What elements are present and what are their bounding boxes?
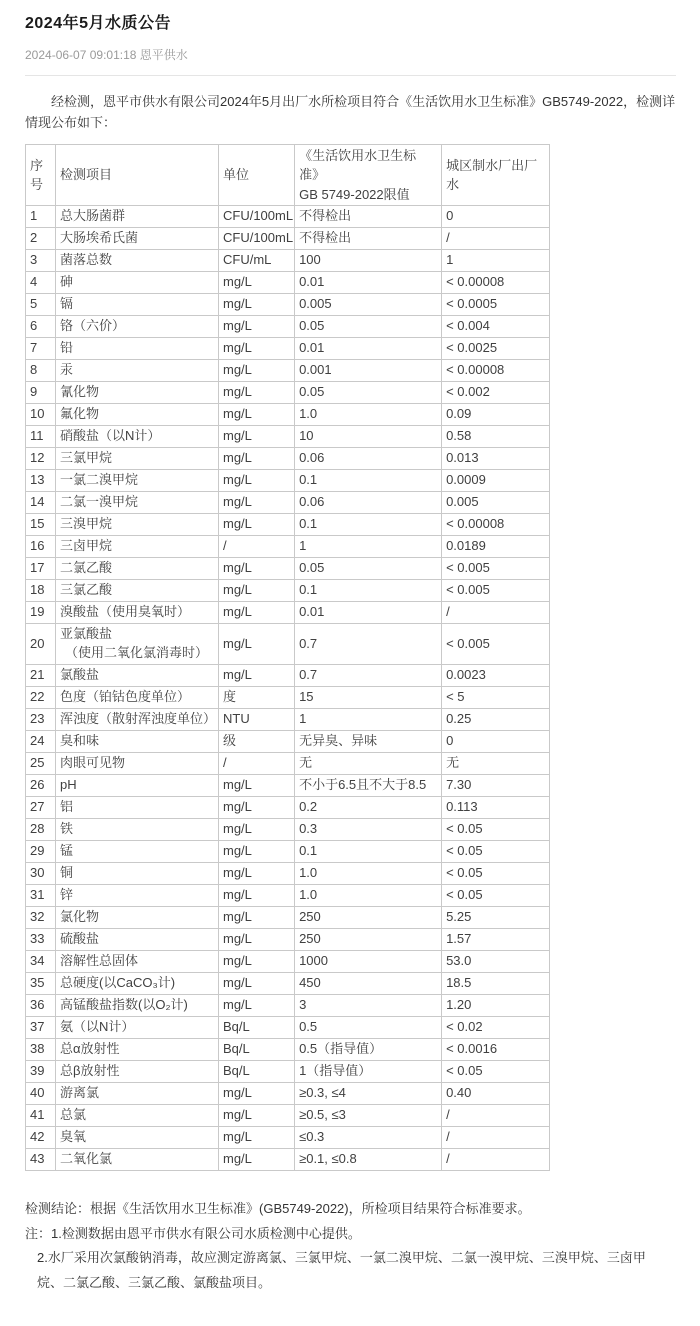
row-item: pH (56, 775, 219, 797)
table-row (26, 470, 550, 492)
row-no: 12 (26, 448, 56, 470)
row-no: 20 (26, 624, 56, 665)
header-divider (25, 75, 676, 76)
table-row (26, 492, 550, 514)
row-item: 高锰酸盐指数(以O₂计) (56, 995, 219, 1017)
table-row (26, 863, 550, 885)
row-value: 0.09 (442, 404, 550, 426)
row-no: 29 (26, 841, 56, 863)
row-limit: 250 (295, 929, 442, 951)
row-no: 3 (26, 250, 56, 272)
row-item: 浑浊度（散射浑浊度单位） (56, 709, 219, 731)
row-value: 0.40 (442, 1083, 550, 1105)
intro-paragraph: 经检测，恩平市供水有限公司2024年5月出厂水所检项目符合《生活饮用水卫生标准》GB5749-2022，检测详情现公布如下： (25, 94, 676, 131)
row-no: 31 (26, 885, 56, 907)
table-row (26, 995, 550, 1017)
table-row (26, 1039, 550, 1061)
row-no: 9 (26, 382, 56, 404)
publish-meta: 2024-06-07 09:01:18 恩平供水 (25, 48, 188, 62)
row-item: 肉眼可见物 (56, 753, 219, 775)
row-value: 无 (442, 753, 550, 775)
table-row (26, 885, 550, 907)
row-limit: 0.2 (295, 797, 442, 819)
row-unit: mg/L (219, 294, 295, 316)
row-value: 1 (442, 250, 550, 272)
row-item: 三溴甲烷 (56, 514, 219, 536)
row-value: < 0.00008 (442, 514, 550, 536)
row-limit: 0.05 (295, 382, 442, 404)
row-unit: mg/L (219, 514, 295, 536)
row-no: 37 (26, 1017, 56, 1039)
row-item: 二氯乙酸 (56, 558, 219, 580)
table-row (26, 624, 550, 665)
row-no: 32 (26, 907, 56, 929)
footer-notes (25, 1197, 676, 1296)
row-value: 1.57 (442, 929, 550, 951)
row-item: 色度（铂钴色度单位） (56, 687, 219, 709)
table-row (26, 1105, 550, 1127)
row-unit: mg/L (219, 558, 295, 580)
row-limit: 1000 (295, 951, 442, 973)
row-item: 铁 (56, 819, 219, 841)
row-limit: 0.7 (295, 624, 442, 665)
row-item: 铅 (56, 338, 219, 360)
row-value: < 0.05 (442, 1061, 550, 1083)
note1-text: 注：1.检测数据由恩平市供水有限公司水质检测中心提供。 (25, 1225, 361, 1241)
header-limit (295, 144, 442, 206)
row-item: 氟化物 (56, 404, 219, 426)
table-row (26, 338, 550, 360)
table-row (26, 1127, 550, 1149)
row-limit: 1（指导值） (295, 1061, 442, 1083)
table-row (26, 775, 550, 797)
row-limit: 0.1 (295, 580, 442, 602)
row-no: 10 (26, 404, 56, 426)
row-item: 氰化物 (56, 382, 219, 404)
row-limit: 0.1 (295, 841, 442, 863)
row-value: 0.113 (442, 797, 550, 819)
row-item: 二氧化氯 (56, 1149, 219, 1171)
row-item: 臭氧 (56, 1127, 219, 1149)
row-limit: 0.01 (295, 272, 442, 294)
row-limit: 0.01 (295, 602, 442, 624)
row-value: < 0.005 (442, 580, 550, 602)
row-value: 0.25 (442, 709, 550, 731)
row-item: 一氯二溴甲烷 (56, 470, 219, 492)
row-item: 溴酸盐（使用臭氧时） (56, 602, 219, 624)
row-no: 8 (26, 360, 56, 382)
row-value: / (442, 1149, 550, 1171)
row-no: 11 (26, 426, 56, 448)
row-item: 三氯甲烷 (56, 448, 219, 470)
header-item: 检测项目 (56, 144, 219, 206)
row-limit: 3 (295, 995, 442, 1017)
row-item: 锰 (56, 841, 219, 863)
row-limit: 10 (295, 426, 442, 448)
row-no: 41 (26, 1105, 56, 1127)
row-item: 亚氯酸盐 （使用二氧化氯消毒时） (56, 624, 219, 665)
row-item: 总硬度(以CaCO₃计) (56, 973, 219, 995)
row-unit: 级 (219, 731, 295, 753)
row-limit: 1 (295, 536, 442, 558)
row-item: 氯酸盐 (56, 665, 219, 687)
row-limit: 250 (295, 907, 442, 929)
row-no: 1 (26, 206, 56, 228)
row-value: 0 (442, 206, 550, 228)
row-unit: Bq/L (219, 1039, 295, 1061)
row-unit: mg/L (219, 1105, 295, 1127)
row-unit: mg/L (219, 929, 295, 951)
row-unit: mg/L (219, 775, 295, 797)
row-limit: ≤0.3 (295, 1127, 442, 1149)
row-limit: ≥0.5, ≤3 (295, 1105, 442, 1127)
row-limit: 0.06 (295, 448, 442, 470)
row-limit: 1.0 (295, 885, 442, 907)
row-no: 42 (26, 1127, 56, 1149)
row-limit: 0.5 (295, 1017, 442, 1039)
table-row (26, 1149, 550, 1171)
row-value: 0.0009 (442, 470, 550, 492)
row-limit: 0.5（指导值） (295, 1039, 442, 1061)
row-no: 4 (26, 272, 56, 294)
row-no: 17 (26, 558, 56, 580)
table-row (26, 841, 550, 863)
row-item: 总大肠菌群 (56, 206, 219, 228)
row-item-line2: （使用二氧化氯消毒时） (65, 645, 209, 661)
row-value: / (442, 1105, 550, 1127)
table-row (26, 536, 550, 558)
row-limit: 不得检出 (295, 206, 442, 228)
row-limit: 无 (295, 753, 442, 775)
row-value: < 0.005 (442, 624, 550, 665)
row-unit: mg/L (219, 885, 295, 907)
row-no: 24 (26, 731, 56, 753)
row-limit: 0.06 (295, 492, 442, 514)
row-item: 溶解性总固体 (56, 951, 219, 973)
table-row (26, 558, 550, 580)
row-value: 0 (442, 731, 550, 753)
table-row (26, 514, 550, 536)
row-no: 26 (26, 775, 56, 797)
row-unit: Bq/L (219, 1017, 295, 1039)
table-row (26, 294, 550, 316)
row-limit: 0.7 (295, 665, 442, 687)
water-quality-table (25, 144, 550, 1171)
row-item: 总氯 (56, 1105, 219, 1127)
row-no: 28 (26, 819, 56, 841)
row-value: 0.005 (442, 492, 550, 514)
row-unit: mg/L (219, 995, 295, 1017)
table-row (26, 448, 550, 470)
header-unit: 单位 (219, 144, 295, 206)
row-no: 39 (26, 1061, 56, 1083)
table-header (26, 144, 550, 206)
row-item: 砷 (56, 272, 219, 294)
row-unit: mg/L (219, 272, 295, 294)
row-limit: 0.001 (295, 360, 442, 382)
row-item: 硝酸盐（以N计） (56, 426, 219, 448)
row-value: 0.58 (442, 426, 550, 448)
row-unit: mg/L (219, 602, 295, 624)
table-row (26, 426, 550, 448)
row-unit: mg/L (219, 973, 295, 995)
row-item: 总β放射性 (56, 1061, 219, 1083)
conclusion-text: 检测结论：根据《生活饮用水卫生标准》(GB5749-2022)，所检项目结果符合标准要求。 (25, 1201, 531, 1217)
row-item: 镉 (56, 294, 219, 316)
row-no: 30 (26, 863, 56, 885)
row-value: < 0.005 (442, 558, 550, 580)
row-value: < 0.02 (442, 1017, 550, 1039)
row-unit: NTU (219, 709, 295, 731)
row-unit: CFU/mL (219, 250, 295, 272)
table-row (26, 753, 550, 775)
row-value: 1.20 (442, 995, 550, 1017)
row-unit: mg/L (219, 470, 295, 492)
row-no: 35 (26, 973, 56, 995)
row-unit: mg/L (219, 1083, 295, 1105)
row-item: 臭和味 (56, 731, 219, 753)
row-limit: ≥0.1, ≤0.8 (295, 1149, 442, 1171)
table-row (26, 404, 550, 426)
row-item: 三卤甲烷 (56, 536, 219, 558)
row-no: 38 (26, 1039, 56, 1061)
row-value: 7.30 (442, 775, 550, 797)
row-item: 铜 (56, 863, 219, 885)
table-row (26, 951, 550, 973)
row-limit: 0.1 (295, 514, 442, 536)
table-row (26, 709, 550, 731)
row-item: 铝 (56, 797, 219, 819)
row-unit: mg/L (219, 404, 295, 426)
row-value: < 0.002 (442, 382, 550, 404)
row-value: < 0.00008 (442, 272, 550, 294)
table-header-row (26, 144, 550, 206)
row-no: 7 (26, 338, 56, 360)
row-unit: 度 (219, 687, 295, 709)
row-no: 2 (26, 228, 56, 250)
row-unit: mg/L (219, 863, 295, 885)
row-unit: CFU/100mL (219, 228, 295, 250)
row-item: 氨（以N计） (56, 1017, 219, 1039)
row-value: < 0.0016 (442, 1039, 550, 1061)
table-body (26, 206, 550, 1171)
row-unit: mg/L (219, 907, 295, 929)
row-limit: 15 (295, 687, 442, 709)
table-row (26, 797, 550, 819)
row-value: / (442, 1127, 550, 1149)
header-limit-line2: GB 5749-2022限值 (299, 186, 410, 202)
table-row (26, 382, 550, 404)
row-limit: 无异臭、异味 (295, 731, 442, 753)
row-unit: mg/L (219, 316, 295, 338)
row-value: < 5 (442, 687, 550, 709)
row-unit: mg/L (219, 338, 295, 360)
row-unit: mg/L (219, 448, 295, 470)
row-unit: mg/L (219, 841, 295, 863)
row-no: 21 (26, 665, 56, 687)
table-row (26, 360, 550, 382)
row-no: 25 (26, 753, 56, 775)
row-no: 40 (26, 1083, 56, 1105)
row-limit: 0.05 (295, 558, 442, 580)
table-row (26, 250, 550, 272)
table-row (26, 1017, 550, 1039)
row-value: / (442, 602, 550, 624)
table-row (26, 819, 550, 841)
row-value: < 0.004 (442, 316, 550, 338)
row-no: 43 (26, 1149, 56, 1171)
row-limit: 1.0 (295, 863, 442, 885)
table-row (26, 272, 550, 294)
row-no: 36 (26, 995, 56, 1017)
row-value: 0.013 (442, 448, 550, 470)
row-value: 0.0023 (442, 665, 550, 687)
table-row (26, 316, 550, 338)
row-item: 汞 (56, 360, 219, 382)
row-value: < 0.05 (442, 819, 550, 841)
row-item: 总α放射性 (56, 1039, 219, 1061)
row-unit: mg/L (219, 665, 295, 687)
table-row (26, 929, 550, 951)
row-value: 53.0 (442, 951, 550, 973)
table-row (26, 1083, 550, 1105)
row-no: 14 (26, 492, 56, 514)
row-limit: 1 (295, 709, 442, 731)
table-row (26, 228, 550, 250)
row-item: 锌 (56, 885, 219, 907)
row-no: 22 (26, 687, 56, 709)
table-row (26, 206, 550, 228)
row-unit: mg/L (219, 492, 295, 514)
row-unit: mg/L (219, 360, 295, 382)
row-value: < 0.05 (442, 841, 550, 863)
row-unit: mg/L (219, 382, 295, 404)
row-value: / (442, 228, 550, 250)
header-plant-value: 城区制水厂出厂水 (442, 144, 550, 206)
row-no: 15 (26, 514, 56, 536)
row-no: 13 (26, 470, 56, 492)
table-row (26, 580, 550, 602)
row-item: 三氯乙酸 (56, 580, 219, 602)
row-unit: mg/L (219, 797, 295, 819)
row-no: 33 (26, 929, 56, 951)
table-row (26, 665, 550, 687)
row-unit: mg/L (219, 1149, 295, 1171)
row-unit: mg/L (219, 580, 295, 602)
row-value: < 0.05 (442, 885, 550, 907)
row-value: < 0.00008 (442, 360, 550, 382)
row-value: 18.5 (442, 973, 550, 995)
row-item: 大肠埃希氏菌 (56, 228, 219, 250)
row-no: 23 (26, 709, 56, 731)
row-limit: 0.3 (295, 819, 442, 841)
row-unit: Bq/L (219, 1061, 295, 1083)
row-unit: mg/L (219, 951, 295, 973)
row-unit: mg/L (219, 624, 295, 665)
row-unit: / (219, 753, 295, 775)
row-item: 游离氯 (56, 1083, 219, 1105)
row-limit: 不得检出 (295, 228, 442, 250)
row-value: 5.25 (442, 907, 550, 929)
row-item: 铬（六价） (56, 316, 219, 338)
row-value: 0.0189 (442, 536, 550, 558)
table-row (26, 687, 550, 709)
page-title: 2024年5月水质公告 (25, 15, 171, 32)
row-limit: 0.01 (295, 338, 442, 360)
row-limit: 1.0 (295, 404, 442, 426)
row-value: < 0.05 (442, 863, 550, 885)
row-limit: 100 (295, 250, 442, 272)
row-unit: mg/L (219, 819, 295, 841)
row-limit: 0.1 (295, 470, 442, 492)
row-no: 18 (26, 580, 56, 602)
table-row (26, 602, 550, 624)
table-row (26, 907, 550, 929)
row-item: 氯化物 (56, 907, 219, 929)
row-unit: / (219, 536, 295, 558)
header-limit-line1: 《生活饮用水卫生标准》 (299, 147, 417, 183)
row-limit: 0.05 (295, 316, 442, 338)
row-value: < 0.0005 (442, 294, 550, 316)
table-row (26, 731, 550, 753)
row-value: < 0.0025 (442, 338, 550, 360)
table-row (26, 1061, 550, 1083)
row-unit: mg/L (219, 1127, 295, 1149)
row-no: 16 (26, 536, 56, 558)
row-item: 硫酸盐 (56, 929, 219, 951)
row-no: 5 (26, 294, 56, 316)
row-no: 19 (26, 602, 56, 624)
row-limit: 0.005 (295, 294, 442, 316)
row-item: 二氯一溴甲烷 (56, 492, 219, 514)
row-no: 27 (26, 797, 56, 819)
row-unit: mg/L (219, 426, 295, 448)
row-item: 菌落总数 (56, 250, 219, 272)
table-row (26, 973, 550, 995)
row-limit: 不小于6.5且不大于8.5 (295, 775, 442, 797)
row-limit: ≥0.3, ≤4 (295, 1083, 442, 1105)
header-no: 序号 (26, 144, 56, 206)
row-unit: CFU/100mL (219, 206, 295, 228)
note2-text: 2.水厂采用次氯酸钠消毒，故应测定游离氯、三氯甲烷、一氯二溴甲烷、二氯一溴甲烷、三溴甲烷、三卤甲烷、二氯乙酸、三氯乙酸、氯酸盐项目。 (37, 1250, 646, 1291)
row-no: 34 (26, 951, 56, 973)
row-limit: 450 (295, 973, 442, 995)
row-no: 6 (26, 316, 56, 338)
